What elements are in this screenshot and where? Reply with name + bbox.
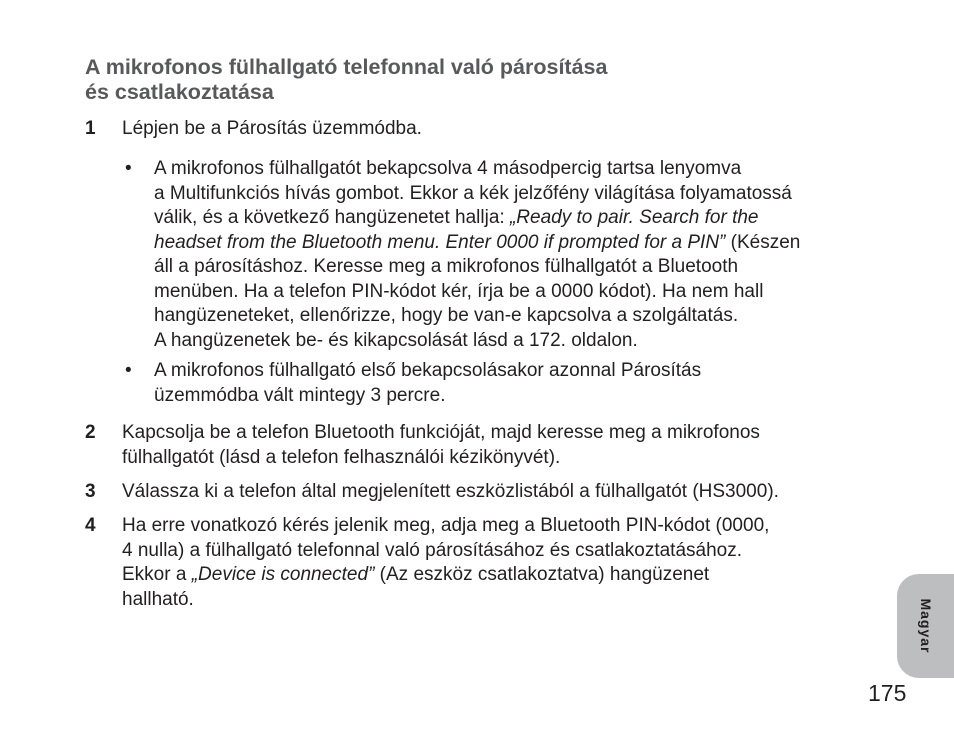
page-number: 175 <box>868 680 907 706</box>
bullet-line <box>154 206 884 231</box>
bullet-line <box>154 231 884 256</box>
step-line: Válassza ki a telefon által megjelenített eszközlistából a fülhallgatót (HS3000). <box>122 481 779 502</box>
step-line <box>122 563 882 588</box>
bullet-line: üzemmódba vált mintegy 3 percre. <box>154 384 446 406</box>
voice-prompt-quote: „Device is connected” <box>191 564 375 585</box>
bullet-text <box>154 359 884 408</box>
bullet-line: A hangüzenetek be- és kikapcsolását lásd a 172. oldalon. <box>154 329 638 351</box>
step-line: Ha erre vonatkozó kérés jelenik meg, adja meg a Bluetooth PIN-kódot (0000, <box>122 515 770 536</box>
step-line: Lépjen be a Párosítás üzemmódba. <box>122 118 422 139</box>
bullet-line: hangüzeneteket, ellenőrizze, hogy be van-e kapcsolva a szolgáltatás. <box>154 305 739 326</box>
step-text <box>122 480 882 505</box>
bullet-line-text: (Készen <box>725 231 801 253</box>
step-number: 4 <box>85 515 96 536</box>
language-tab-label: Magyar <box>917 598 934 654</box>
bullet-line: a Multifunkciós hívás gombot. Ekkor a kék jelzőfény világítása folyamatossá <box>154 182 792 204</box>
bullet-mark: • <box>125 158 132 179</box>
step-number: 2 <box>85 422 96 443</box>
section-heading <box>85 55 845 105</box>
bullet-line: A mikrofonos fülhallgatót bekapcsolva 4 másodpercig tartsa lenyomva <box>154 158 742 179</box>
step-line: 4 nulla) a fülhallgató telefonnal való párosításához és csatlakoztatásához. <box>122 539 743 561</box>
step-line: Kapcsolja be a telefon Bluetooth funkcióját, majd keresse meg a mikrofonos <box>122 422 760 443</box>
bullet-line: A mikrofonos fülhallgató első bekapcsolásakor azonnal Párosítás <box>154 360 702 381</box>
voice-prompt-quote: headset from the Bluetooth menu. Enter 0000 if prompted for a PIN” <box>154 231 726 253</box>
step-text <box>122 421 882 470</box>
step-text <box>122 117 882 142</box>
step-number: 1 <box>85 118 96 139</box>
bullet-line: menüben. Ha a telefon PIN-kódot kér, írja be a 0000 kódot). Ha nem hall <box>154 280 764 302</box>
step-line: fülhallgatót (lásd a telefon felhasználói kézikönyvét). <box>122 446 561 468</box>
bullet-mark: • <box>125 360 132 381</box>
bullet-line: áll a párosításhoz. Keresse meg a mikrofonos fülhallgatót a Bluetooth <box>154 256 739 277</box>
section-heading-line-1: A mikrofonos fülhallgató telefonnal való párosítása <box>85 55 608 79</box>
bullet-line-text: válik, és a következő hangüzenetet hallja: <box>154 207 510 228</box>
step-text <box>122 514 882 612</box>
step-line-text: (Az eszköz csatlakoztatva) hangüzenet <box>374 564 710 585</box>
step-line-text: Ekkor a <box>122 564 192 585</box>
language-side-tab <box>897 574 954 678</box>
voice-prompt-quote: „Ready to pair. Search for the <box>509 207 759 228</box>
section-heading-line-2: és csatlakoztatása <box>85 80 274 104</box>
step-line: hallható. <box>122 588 194 610</box>
step-number: 3 <box>85 481 96 502</box>
bullet-text <box>154 157 884 353</box>
